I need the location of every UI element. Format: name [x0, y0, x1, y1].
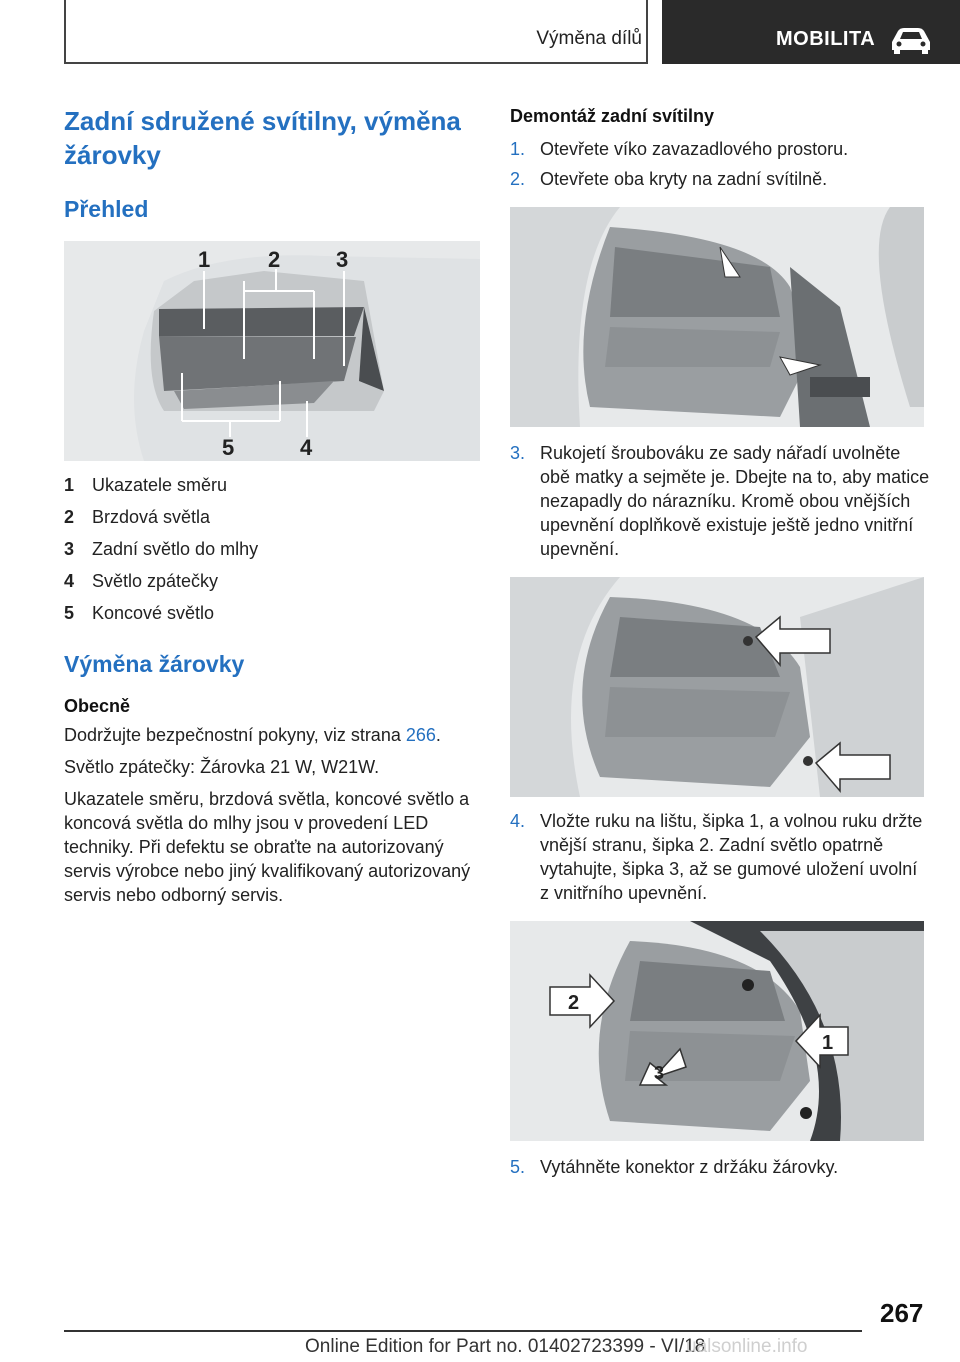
safety-paragraph	[64, 723, 482, 747]
step-text: Vložte ruku na lištu, šipka 1, a volnou ruku držte vnější stranu, šipka 2. Zadní světlo opatrně vytahujte, šipka 3, až se gumové uložení uvolní z vnitřního upevnění.	[540, 811, 923, 903]
right-column	[510, 100, 930, 1179]
legend-item	[64, 597, 482, 629]
safety-text: Dodržujte bezpečnostní pokyny, viz strana	[64, 725, 401, 745]
arrow-label-1: 1	[822, 1032, 834, 1054]
led-paragraph: Ukazatele směru, brzdová světla, koncové světlo a koncová světla do mlhy jsou v provedení LED techniky. Při defektu se obraťte na autorizovaný servis výrobce nebo jiný kvalifikovaný autorizovaný servis nebo odborný servis.	[64, 789, 471, 905]
step-2	[510, 167, 930, 191]
reverse-bulb-paragraph: Světlo zpátečky: Žárovka 21 W, W21W.	[64, 757, 380, 777]
step-number: 2.	[510, 169, 526, 189]
safety-end: .	[435, 725, 441, 745]
figure-legend	[64, 469, 482, 629]
page-number: 267	[880, 1298, 924, 1328]
overview-heading: Přehled	[64, 196, 149, 222]
page-link[interactable]: 266	[405, 725, 436, 745]
step-3	[510, 441, 930, 561]
open-covers-figure	[510, 207, 924, 427]
legend-num: 5	[64, 603, 75, 623]
step-text: Otevřete víko zavazadlového prostoru.	[540, 139, 849, 159]
section-title: Výměna dílů	[536, 28, 642, 49]
taillight-overview-figure	[64, 241, 480, 461]
step-text: Rukojetí šroubováku ze sady nářadí uvolněte obě matky a sejměte je. Dbejte na to, aby matice nezapadly do nárazníku. Kromě obou vnějších upevnění doplňkově existuje ještě jedno vnitřní upevnění.	[540, 443, 930, 559]
legend-item	[64, 533, 482, 565]
legend-num: 2	[64, 507, 75, 527]
watermark: ualsonline.info	[686, 1336, 808, 1357]
callout-1: 1	[198, 247, 211, 272]
left-column	[64, 100, 482, 907]
nuts-figure	[510, 577, 924, 797]
legend-num: 1	[64, 475, 75, 495]
callout-4: 4	[300, 435, 313, 460]
legend-num: 4	[64, 571, 75, 591]
step-4	[510, 809, 930, 905]
step-number: 1.	[510, 139, 526, 159]
pull-out-figure	[510, 921, 924, 1141]
step-number: 3.	[510, 443, 526, 463]
legend-label: Světlo zpátečky	[92, 571, 219, 591]
callout-5: 5	[222, 435, 235, 460]
removal-steps-2	[510, 441, 930, 561]
removal-steps-4	[510, 1155, 930, 1179]
callout-2: 2	[268, 247, 281, 272]
page-title: Zadní sdružené svítilny, výměna žárovky	[64, 106, 461, 170]
removal-steps-3	[510, 809, 930, 905]
arrow-label-2: 2	[568, 992, 580, 1014]
car-icon	[888, 26, 934, 59]
replace-heading: Výměna žárovky	[64, 651, 245, 677]
removal-steps	[510, 137, 930, 191]
step-number: 5.	[510, 1157, 526, 1177]
legend-label: Koncové světlo	[92, 603, 215, 623]
step-number: 4.	[510, 811, 526, 831]
mobility-tab[interactable]	[662, 0, 960, 64]
legend-label: Ukazatele směru	[92, 475, 228, 495]
step-5	[510, 1155, 930, 1179]
arrow-label-3: 3	[654, 1063, 665, 1083]
step-text: Otevřete oba kryty na zadní svítilně.	[540, 169, 828, 189]
tab-label: MOBILITA	[776, 28, 876, 50]
edition-text: Online Edition for Part no. 01402723399 - VI/18	[305, 1336, 706, 1357]
general-heading: Obecně	[64, 696, 131, 716]
legend-num: 3	[64, 539, 75, 559]
step-1	[510, 137, 930, 161]
legend-item	[64, 501, 482, 533]
legend-label: Brzdová světla	[92, 507, 211, 527]
legend-item	[64, 469, 482, 501]
legend-item	[64, 565, 482, 597]
callout-3: 3	[336, 247, 349, 272]
legend-label: Zadní světlo do mlhy	[92, 539, 259, 559]
removal-heading: Demontáž zadní svítilny	[510, 106, 715, 126]
footer-divider	[64, 1330, 862, 1332]
step-text: Vytáhněte konektor z držáku žárovky.	[540, 1157, 839, 1177]
